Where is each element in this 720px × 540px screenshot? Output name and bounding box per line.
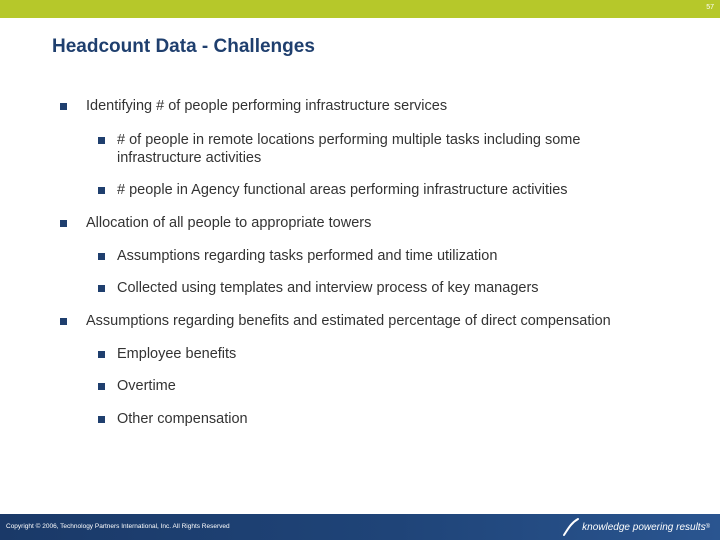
sub-bullet-item: Assumptions regarding tasks performed and time utilization [117, 248, 498, 264]
sub-bullet-item: Collected using templates and interview process of key managers [117, 280, 539, 296]
sub-bullet-item: # people in Agency functional areas performing infrastructure activities [117, 182, 568, 198]
bullet-square-icon [98, 383, 105, 390]
tagline-text: knowledge powering results [582, 521, 706, 533]
footer-bar [0, 514, 720, 540]
sub-bullet-item: # of people in remote locations performing multiple tasks including some infrastructure activities [117, 132, 581, 166]
bullet-square-icon [98, 253, 105, 260]
top-accent-bar [0, 0, 720, 18]
slide-title: Headcount Data - Challenges [52, 36, 315, 57]
copyright-text: Copyright © 2006, Technology Partners International, Inc. All Rights Reserved [6, 523, 230, 530]
bullet-square-icon [98, 187, 105, 194]
swoosh-logo-icon [562, 517, 580, 537]
bullet-square-icon [60, 103, 67, 110]
bullet-square-icon [98, 351, 105, 358]
registered-mark: ® [705, 524, 710, 530]
bullet-item: Identifying # of people performing infrastructure services [86, 98, 448, 114]
sub-bullet-item: Other compensation [117, 411, 248, 427]
bullet-square-icon [98, 285, 105, 292]
bullet-square-icon [98, 416, 105, 423]
bullet-item: Assumptions regarding benefits and estimated percentage of direct compensation [86, 313, 611, 329]
bullet-square-icon [98, 137, 105, 144]
tagline-logo [562, 517, 710, 537]
bullet-item: Allocation of all people to appropriate towers [86, 215, 372, 231]
page-number: 57 [706, 4, 714, 11]
bullet-square-icon [60, 318, 67, 325]
sub-bullet-item: Employee benefits [117, 346, 237, 362]
sub-bullet-item: Overtime [117, 378, 176, 394]
bullet-square-icon [60, 220, 67, 227]
